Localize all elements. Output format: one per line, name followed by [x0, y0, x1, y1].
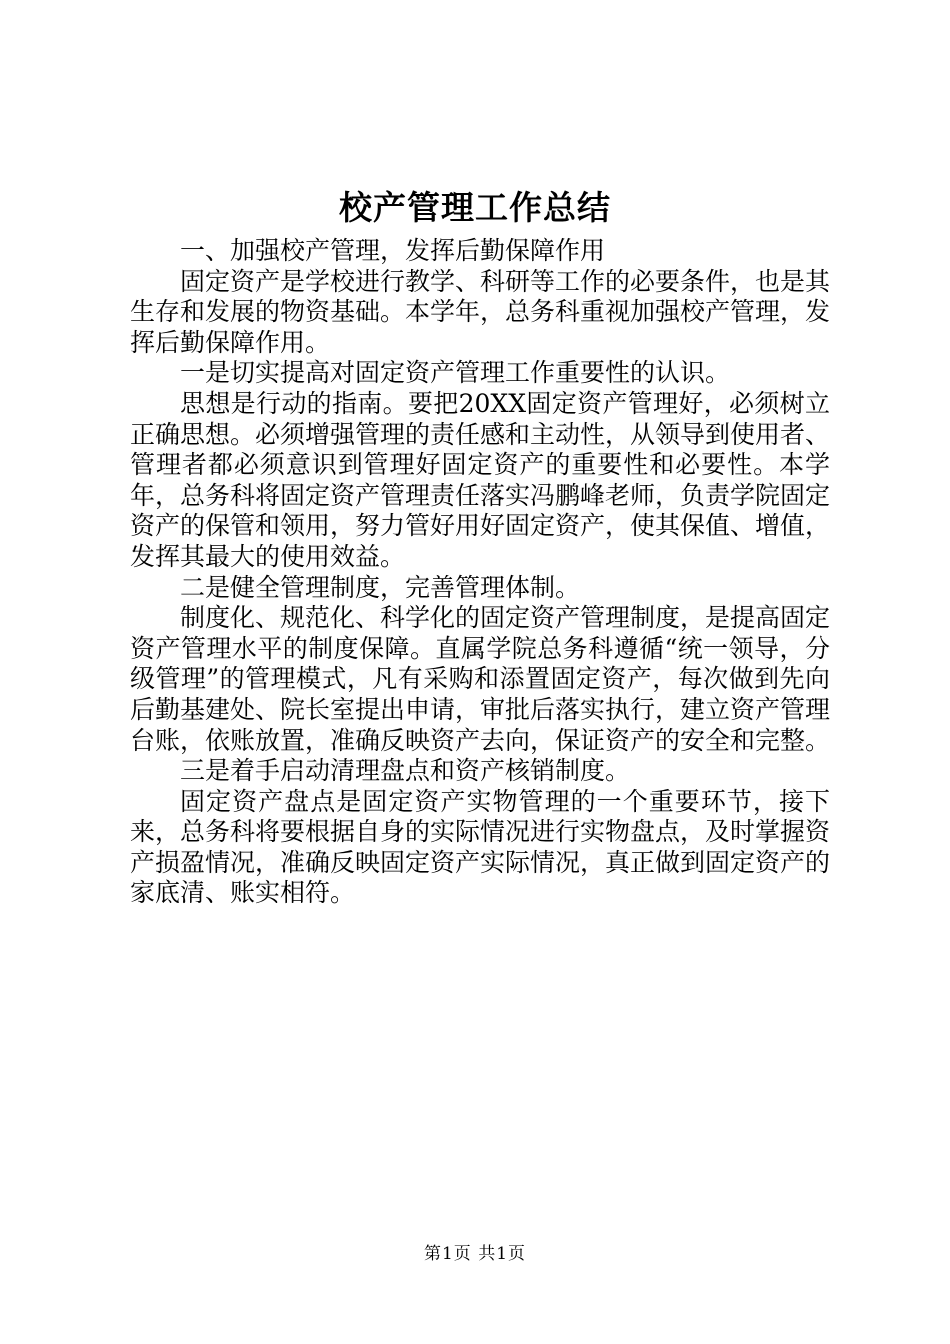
subheading-2: 二是健全管理制度，完善管理体制。 — [180, 572, 581, 602]
body-paragraph-2: 思想是行动的指南。要把20XX固定资产管理好，必须树立正确思想。必须增强管理的责任感和主动性，从领导到使用者、管理者都必须意识到管理好固定资产的重要性和必要性。本学年，总务科将固定资产管理责任落实冯鹏峰老师，负责学院固定资产的保管和领用，努力管好用好固定资产，使其保值、增值，发挥其最大的使用效益。 — [130, 388, 831, 571]
body-paragraph-3: 制度化、规范化、科学化的固定资产管理制度，是提高固定资产管理水平的制度保障。直属学院总务科遵循“统一领导，分级管理”的管理模式，凡有采购和添置固定资产，每次做到先向后勤基建处、院长室提出申请，审批后落实执行，建立资产管理台账，依账放置，准确反映资产去向，保证资产的安全和完整。 — [130, 603, 831, 755]
subheading-1: 一是切实提高对固定资产管理工作重要性的认识。 — [180, 358, 731, 388]
document-body — [130, 236, 830, 909]
body-paragraph-1: 固定资产是学校进行教学、科研等工作的必要条件，也是其生存和发展的物资基础。本学年，总务科重视加强校产管理，发挥后勤保障作用。 — [130, 266, 831, 357]
section-heading-1: 一、加强校产管理，发挥后勤保障作用 — [180, 236, 606, 265]
body-paragraph-4: 固定资产盘点是固定资产实物管理的一个重要环节，接下来，总务科将要根据自身的实际情况进行实物盘点，及时掌握资产损盈情况，准确反映固定资产实际情况，真正做到固定资产的家底清、账实相符。 — [130, 786, 831, 908]
subheading-3: 三是着手启动清理盘点和资产核销制度。 — [180, 756, 631, 786]
page-footer: 第1页 共1页 — [423, 1244, 527, 1264]
document-title: 校产管理工作总结 — [339, 188, 611, 227]
